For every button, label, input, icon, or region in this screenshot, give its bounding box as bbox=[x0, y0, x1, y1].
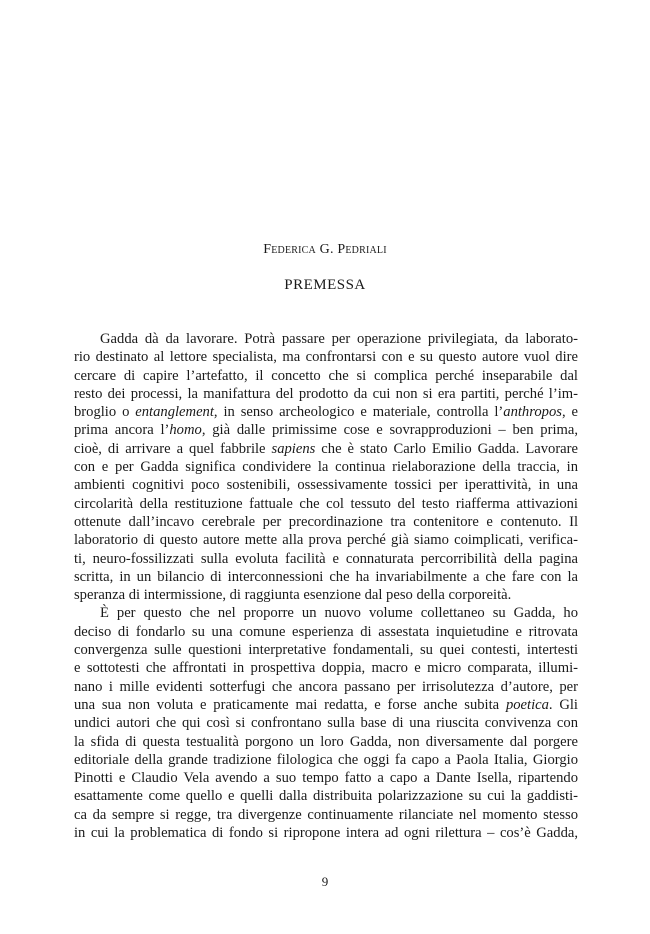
text-line: e sottotesti che affrontati in prospettiva doppia, macro e micro comparata, illumi- bbox=[74, 660, 578, 677]
text-line: una sua non voluta e praticamente mai redatta, e forse anche subita poetica. Gli bbox=[74, 696, 578, 713]
text-line: speranza di intermissione, di raggiunta esenzione dal peso della corporeità. bbox=[74, 587, 512, 604]
text-line: broglio o entanglement, in senso archeologico e materiale, controlla l’anthropos, e bbox=[74, 404, 578, 421]
text-line: Gadda dà da lavorare. Potrà passare per operazione privilegiata, da laborato- bbox=[100, 331, 578, 347]
author-name: Federica G. Pedriali bbox=[263, 242, 387, 257]
text-line: con e per Gadda significa condividere la continua rielaborazione della traccia, in bbox=[74, 459, 578, 476]
text-line: ambienti cognitivi poco sostenibili, ossessivamente tossici per iperattività, in una bbox=[74, 477, 578, 494]
paragraph-2 bbox=[74, 604, 578, 842]
paragraph-1 bbox=[74, 330, 578, 604]
text-line: editoriale della grande tradizione filologica che oggi fa capo a Paola Italia, Giorgio bbox=[74, 751, 578, 768]
page-number: 9 bbox=[321, 874, 329, 889]
text-line: cioè, di arrivare a quel fabbrile sapiens che è stato Carlo Emilio Gadda. Lavorare bbox=[74, 440, 578, 457]
text-line: in cui la problematica di fondo si ripropone intera ad ogni rilettura – cos’è Gadda, bbox=[74, 825, 578, 842]
body-text bbox=[74, 330, 578, 842]
text-line: ottenute dall’incavo cerebrale per precordinazione tra contenitore e contenuto. Il bbox=[74, 513, 578, 530]
text-line: È per questo che nel proporre un nuovo volume collettaneo su Gadda, ho bbox=[100, 605, 578, 622]
text-line: esattamente come quello e quelli dalla distribuita polarizzazione su cui la gaddisti- bbox=[74, 788, 578, 805]
text-line: deciso di fondarlo su una comune esperienza di assestata inquietudine e ritrovata bbox=[74, 623, 578, 640]
text-line: Pinotti e Claudio Vela avendo a suo tempo fatto a capo a Dante Isella, ripartendo bbox=[74, 770, 578, 787]
text-line: prima ancora l’homo, già dalle primissime cose e sovrapproduzioni – ben prima, bbox=[74, 422, 578, 439]
text-line: resto dei processi, la manifattura del prodotto da cui non si era partiti, perché l’im- bbox=[74, 385, 578, 402]
text-line: undici autori che qui così si confrontano sulla base di una riuscita convivenza con bbox=[74, 715, 578, 732]
text-line: cercare di capire l’artefatto, il concetto che si complica perché inseparabile dal bbox=[74, 367, 578, 384]
text-line: laboratorio di questo autore mette alla prova perché già siamo coimplicati, verifica- bbox=[74, 532, 578, 549]
chapter-title: PREMESSA bbox=[284, 277, 366, 293]
text-line: ti, neuro-fossilizzati sulla evoluta facilità e connaturata percorribilità della pagina bbox=[74, 550, 578, 567]
text-line: la sfida di questa testualità porgono un loro Gadda, non diversamente dal porgere bbox=[74, 733, 578, 750]
text-line: scritta, in un bilancio di interconnessioni che ha invariabilmente a che fare con la bbox=[74, 568, 578, 585]
text-line: rio destinato al lettore specialista, ma confrontarsi con e su questo autore vuol dire bbox=[74, 349, 578, 366]
text-line: circolarità della restituzione fattuale che col tessuto del testo riafferma attivazioni bbox=[74, 495, 578, 512]
text-line: convergenza sulle questioni interpretative fondamentali, su quei contesti, intertesti bbox=[74, 642, 578, 659]
text-line: nano i mille evidenti sotterfugi che ancora passano per irrisolutezza d’autore, per bbox=[74, 678, 578, 695]
text-line: ca da sempre si regge, tra divergenze continuamente rilanciate nel momento stesso bbox=[74, 806, 578, 823]
